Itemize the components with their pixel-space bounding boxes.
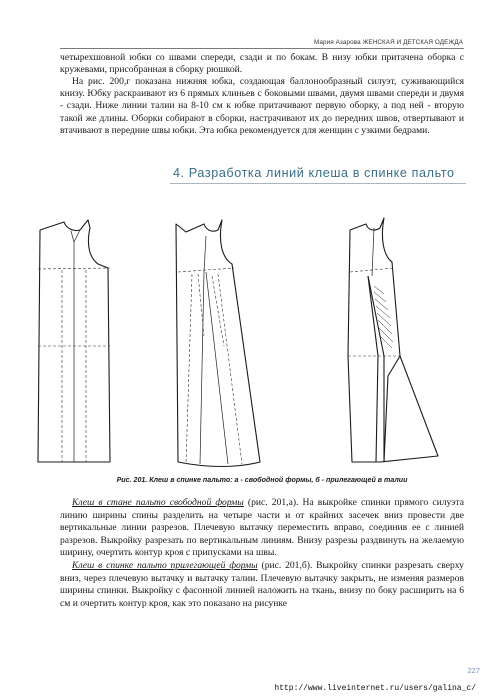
pattern-figure [28,206,458,468]
running-header: Мария Азарова ЖЕНСКАЯ И ДЕТСКАЯ ОДЕЖДА [314,39,463,46]
figure-caption: Рис. 201. Клеш в спинке пальто: а - свободной формы, б - прилегающей в талии [116,476,408,484]
pattern-c-fitted-back [348,218,438,462]
paragraph-text: (рис. 201,а). На выкройке спинки прямого силуэта линию ширины спины разделить на четыре части и от крайних засечек вниз провести две вертикальные линии разрезов. Плечевую вытачку переместить вправо, соединив ее с линией разрезов. Выкройку разрезать по вертикальным линиям. Внизу разрезы раздвинуть на желаемую ширину, очертить контур кроя с припусками на швы. [60,497,464,559]
paragraph-lead: Клеш в стане пальто свободной формы [72,497,244,508]
pattern-b-flared-back [176,220,260,467]
footer-url: http://www.liveinternet.ru/users/galina_c/ [274,684,476,693]
body-text [60,497,464,610]
paragraph-loose-flare [60,497,464,560]
paragraph-fitted-flare [60,560,464,610]
heading-rule [170,183,466,184]
dart-hatching [374,286,393,348]
pattern-a-straight-back [38,220,110,462]
section-heading: 4. Разработка линий клеша в спинке пальто [173,166,455,180]
header-rule [60,48,464,49]
paragraph-petticoat: На рис. 200,г показана нижняя юбка, создающая баллонообразный силуэт, суживающийся книзу. Юбку раскраивают из 6 прямых клиньев с боковыми швами, двумя швами спереди и двумя - сзади. Ниже линии талии на 8-10 см к юбке притачивают первую оборку, а под ней - вторую такой же длины. Оборки собирают в сборки, настрачивают их до передних швов, отвертывают и втачивают в передние швы юбки. Эта юбка рекомендуется для женщин с узкими бедрами. [60,76,464,136]
paragraph-lead: Клеш в спинке пальто прилегающей формы [72,559,258,571]
paragraph-text: (рис. 201,б). Выкройку спинки разрезать сверху вниз, через плечевую вытачку и вытачку талии. Плечевую вытачку закрыть, не изменяя размеров ширины спинки. Выкройку с фасонной линией наложить на ткань, внизу по боку расширить на 6 см и очертить контур кроя, как это показано на рисунке [60,559,464,609]
paragraph-continuation: четырехшовной юбки со швами спереди, сзади и по бокам. В низу юбки притачена оборка с кружевами, присобранная в сборку рюшкой. [60,52,464,76]
page-number: 227 [467,666,480,675]
